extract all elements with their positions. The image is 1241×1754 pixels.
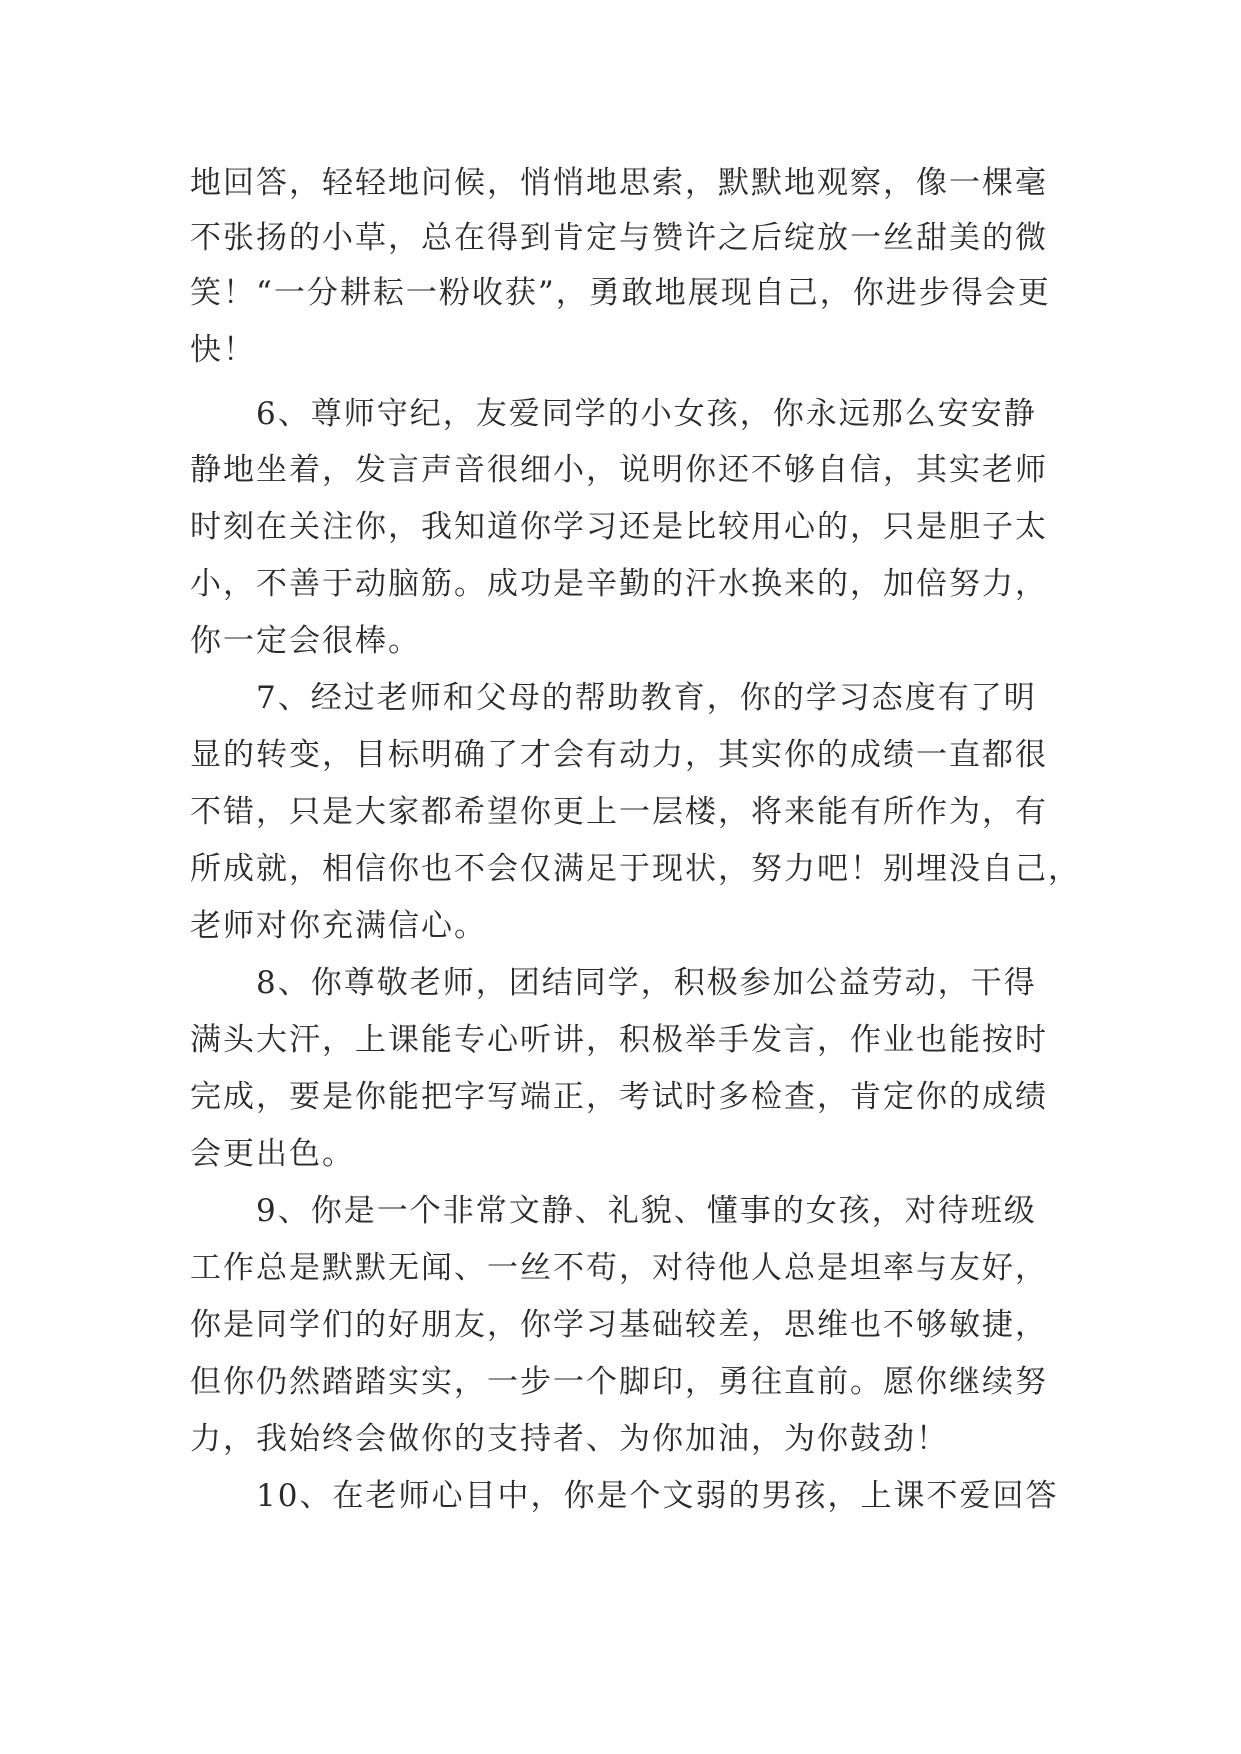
text-line: 你一定会很棒。 — [190, 623, 421, 659]
paragraph-10-line: 10、在老师心目中，你是个文弱的男孩，上课不爱回答 — [190, 1478, 1059, 1514]
text-line: 所成就，相信你也不会仅满足于现状，努力吧！别埋没自己， — [190, 851, 1081, 887]
text-line: 力，我始终会做你的支持者、为你加油，为你鼓劲！ — [190, 1421, 949, 1457]
paragraph-7-line: 7、经过老师和父母的帮助教育，你的学习态度有了明 — [190, 680, 1037, 716]
text-line: 时刻在关注你，我知道你学习还是比较用心的，只是胆子太 — [190, 509, 1048, 545]
text-line: 不张扬的小草，总在得到肯定与赞许之后绽放一丝甜美的微 — [190, 220, 1048, 256]
text-line: 你是同学们的好朋友，你学习基础较差，思维也不够敏捷， — [190, 1307, 1048, 1343]
text-line: 会更出色。 — [190, 1136, 355, 1172]
text-line: 工作总是默默无闻、一丝不苟，对待他人总是坦率与友好， — [190, 1250, 1048, 1286]
text-line: 静地坐着，发言声音很细小，说明你还不够自信，其实老师 — [190, 452, 1048, 488]
text-line: 显的转变，目标明确了才会有动力，其实你的成绩一直都很 — [190, 737, 1048, 773]
text-line: 但你仍然踏踏实实，一步一个脚印，勇往直前。愿你继续努 — [190, 1364, 1048, 1400]
paragraph-9-line: 9、你是一个非常文静、礼貌、懂事的女孩，对待班级 — [190, 1193, 1037, 1229]
text-line: 笑！“一分耕耘一粉收获”，勇敢地展现自己，你进步得会更 — [190, 275, 1051, 311]
text-line: 快！ — [190, 332, 256, 368]
text-line: 不错，只是大家都希望你更上一层楼，将来能有所作为，有 — [190, 794, 1048, 830]
paragraph-8-line: 8、你尊敬老师，团结同学，积极参加公益劳动，干得 — [190, 965, 1037, 1001]
text-line: 小，不善于动脑筋。成功是辛勤的汗水换来的，加倍努力， — [190, 566, 1048, 602]
text-line: 地回答，轻轻地问候，悄悄地思索，默默地观察，像一棵毫 — [190, 165, 1048, 201]
text-line: 老师对你充满信心。 — [190, 908, 487, 944]
text-line: 满头大汗，上课能专心听讲，积极举手发言，作业也能按时 — [190, 1022, 1048, 1058]
paragraph-6-line: 6、尊师守纪，友爱同学的小女孩，你永远那么安安静 — [190, 396, 1037, 432]
text-line: 完成，要是你能把字写端正，考试时多检查，肯定你的成绩 — [190, 1079, 1048, 1115]
